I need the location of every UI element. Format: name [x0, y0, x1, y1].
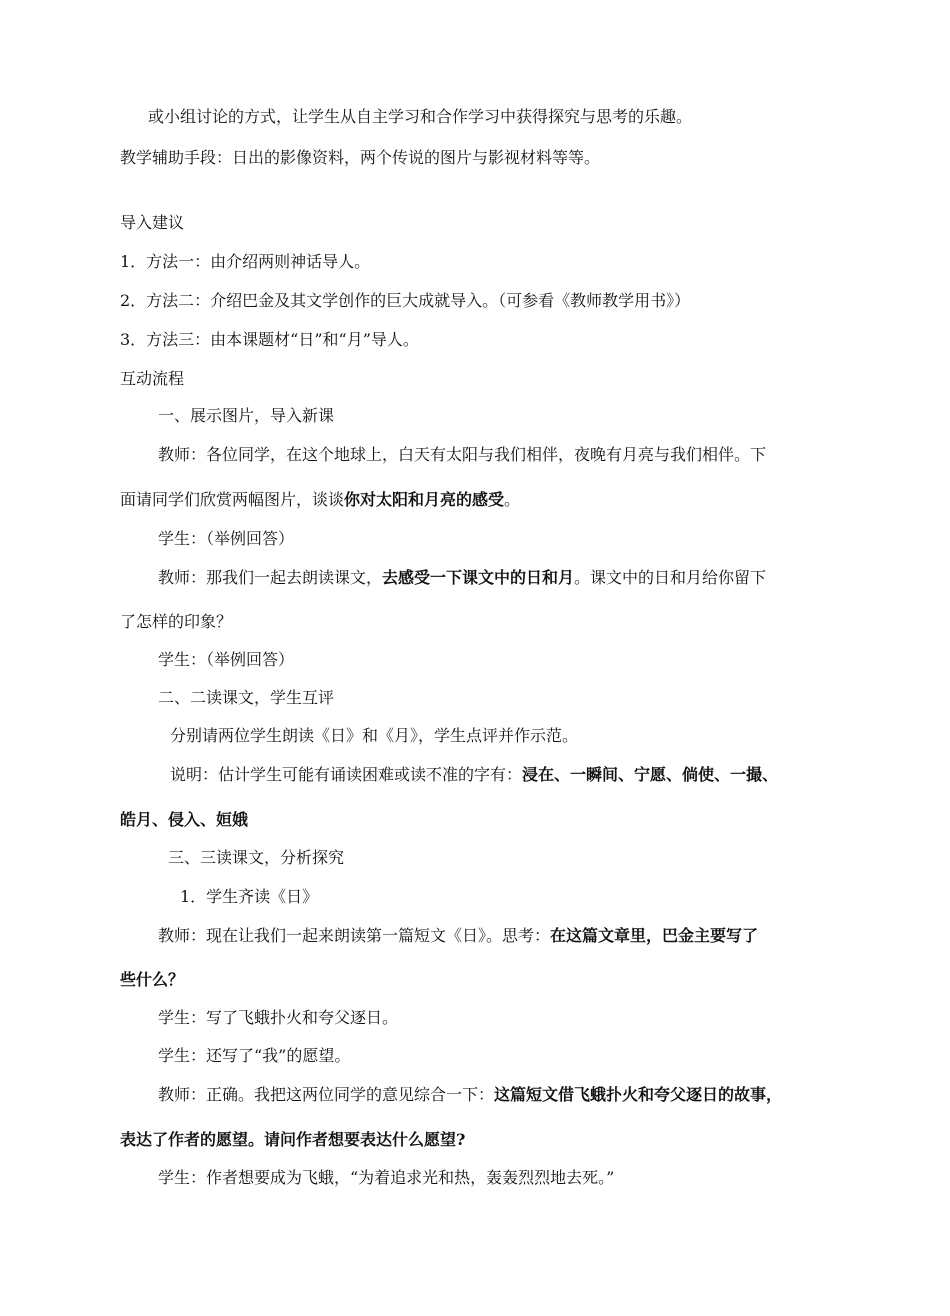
bold-text-segment: 些什么？ — [120, 970, 185, 989]
text-segment: 一、展示图片，导入新课 — [158, 406, 335, 425]
text-segment: 教师：各位同学，在这个地球上，白天有太阳与我们相伴，夜晚有月亮与我们相伴。下 — [158, 445, 767, 464]
text-line — [120, 291, 690, 311]
bold-text-segment: 你对太阳和月亮的感受 — [344, 490, 505, 509]
text-segment: 了怎样的印象？ — [120, 612, 233, 631]
text-segment: 互动流程 — [120, 369, 185, 388]
text-segment: 教师：正确。我把这两位同学的意见综合一下： — [158, 1085, 495, 1104]
text-line — [158, 1008, 398, 1028]
text-line — [120, 970, 184, 990]
text-line — [180, 887, 318, 907]
bold-text-segment: 去感受一下课文中的日和月 — [382, 568, 575, 587]
text-line — [170, 726, 578, 746]
text-segment: 学生：作者想要成为飞蛾，“为着追求光和热，轰轰烈烈地去死。” — [158, 1168, 615, 1187]
text-segment: 分别请两位学生朗读《日》和《月》，学生点评并作示范。 — [170, 726, 579, 745]
text-segment: 教师：那我们一起去朗读课文， — [158, 568, 383, 587]
text-segment: 面请同学们欣赏两幅图片，谈谈 — [120, 490, 345, 509]
text-segment: 学生：（举例回答） — [158, 650, 295, 669]
text-line — [158, 529, 294, 549]
text-segment: 2．方法二：介绍巴金及其文学创作的巨大成就导入。（可参看《教师教学用书》） — [120, 291, 691, 310]
text-line — [120, 1130, 465, 1150]
text-line — [148, 107, 692, 127]
text-segment: 1．学生齐读《日》 — [180, 887, 319, 906]
text-line — [158, 568, 766, 588]
text-segment: 3．方法三：由本课题材“日”和“月”导人。 — [120, 330, 419, 349]
text-line — [120, 213, 184, 233]
text-segment: 教师：现在让我们一起来朗读第一篇短文《日》。思考： — [158, 926, 551, 945]
text-segment: 。课文中的日和月给你留下 — [574, 568, 767, 587]
text-line — [120, 612, 232, 632]
text-segment: 。 — [504, 490, 521, 509]
text-line — [158, 926, 758, 946]
text-segment: 三、三读课文，分析探究 — [168, 848, 345, 867]
text-segment: 说明：估计学生可能有诵读困难或读不准的字有： — [170, 765, 523, 784]
text-line — [120, 148, 600, 168]
text-line — [170, 765, 778, 785]
bold-text-segment: 这篇短文借飞蛾扑火和夸父逐日的故事， — [494, 1085, 783, 1104]
text-line — [120, 810, 248, 830]
text-line — [158, 1085, 782, 1105]
text-line — [120, 490, 520, 510]
text-line — [158, 1046, 350, 1066]
text-segment: 导入建议 — [120, 213, 185, 232]
bold-text-segment: 在这篇文章里，巴金主要写了 — [550, 926, 759, 945]
text-line — [120, 369, 184, 389]
text-line — [158, 650, 294, 670]
text-segment: 学生：写了飞蛾扑火和夸父逐日。 — [158, 1008, 399, 1027]
text-segment: 或小组讨论的方式，让学生从自主学习和合作学习中获得探究与思考的乐趣。 — [148, 107, 693, 126]
text-segment: 教学辅助手段：日出的影像资料，两个传说的图片与影视材料等等。 — [120, 148, 601, 167]
bold-text-segment: 浸在、一瞬间、宁愿、倘使、一撮、 — [522, 765, 779, 784]
text-line — [120, 330, 419, 350]
text-line — [158, 406, 334, 426]
text-line — [158, 688, 334, 708]
text-segment: 学生：还写了“我”的愿望。 — [158, 1046, 351, 1065]
text-line — [158, 445, 766, 465]
text-line — [120, 252, 370, 272]
text-line — [168, 848, 344, 868]
bold-text-segment: 表达了作者的愿望。请问作者想要表达什么愿望? — [120, 1130, 466, 1149]
text-segment: 学生：（举例回答） — [158, 529, 295, 548]
bold-text-segment: 皓月、侵入、姮娥 — [120, 810, 249, 829]
text-segment: 1．方法一：由介绍两则神话导人。 — [120, 252, 371, 271]
text-segment: 二、二读课文，学生互评 — [158, 688, 335, 707]
text-line — [158, 1168, 614, 1188]
